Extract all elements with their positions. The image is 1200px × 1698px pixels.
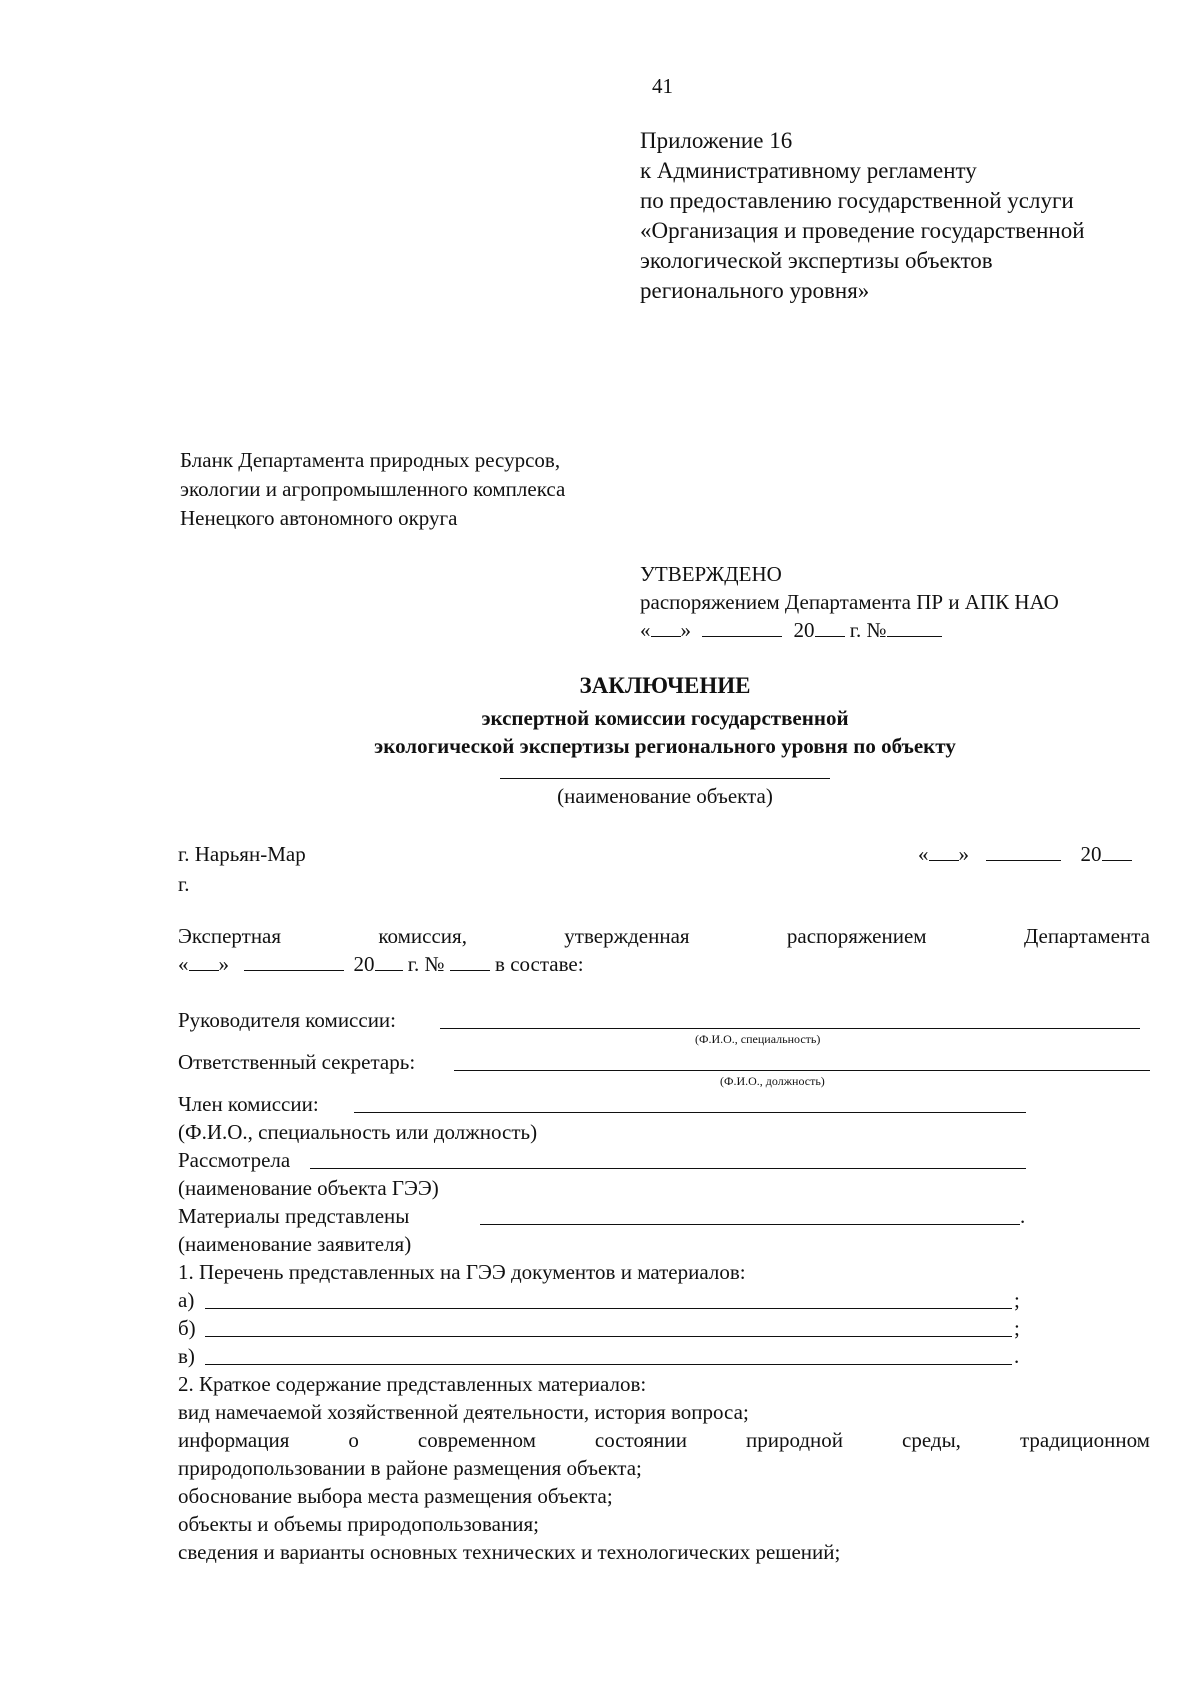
page-number: 41 [652,74,673,98]
quote-open: « [640,618,651,642]
approval-title: УТВЕРЖДЕНО [640,562,782,586]
month-blank[interactable] [244,969,344,971]
day-blank[interactable] [651,635,681,637]
section2-line: объекты и объемы природопользования; [178,1512,539,1536]
quote-open: « [918,842,929,866]
city-suffix: г. [178,872,190,896]
quote-close: » [680,618,691,642]
quote-open: « [178,952,189,976]
appendix-line: к Административному регламенту [640,158,977,183]
commission-word: утвержденная [564,924,690,948]
list-item-input-line[interactable] [205,1364,1012,1365]
object-name-blank[interactable] [500,778,830,779]
place-date [918,842,1132,866]
commission-word: Департамента [1023,924,1150,948]
commission-word: комиссия, [378,924,467,948]
letterhead-line: экологии и агропромышленного комплекса [180,477,566,501]
head-input-line[interactable] [440,1028,1140,1029]
heading-line: экспертной комиссии государственной [481,706,849,730]
list-item-label: в) [178,1344,195,1368]
section2-justified-line [178,1428,1150,1452]
reviewed-label: Рассмотрела [178,1148,291,1172]
list-item-label: а) [178,1288,195,1312]
materials-end: . [1020,1204,1026,1228]
commission-date [178,952,584,976]
heading-line: экологической экспертизы регионального уровня по объекту [374,734,956,758]
commission-tail: в составе: [495,952,584,976]
document-title: ЗАКЛЮЧЕНИЕ [579,673,751,698]
appendix-line: по предоставлению государственной услуги [640,188,1074,213]
section2-line: обоснование выбора места размещения объекта; [178,1484,613,1508]
section2-word: о [348,1428,359,1452]
section2-word: традиционном [1019,1428,1150,1452]
approval-date [640,618,942,642]
commission-line [178,924,1150,948]
number-blank[interactable] [450,969,490,971]
section1-title: 1. Перечень представленных на ГЭЭ документов и материалов: [178,1260,746,1284]
head-caption: (Ф.И.О., специальность) [695,1032,821,1046]
list-item-label: б) [178,1316,196,1340]
section2-line: вид намечаемой хозяйственной деятельности, история вопроса; [178,1400,749,1424]
year-blank[interactable] [1102,859,1132,861]
month-blank[interactable] [702,635,782,637]
appendix-line: регионального уровня» [640,278,870,303]
member-caption: (Ф.И.О., специальность или должность) [178,1120,538,1144]
section2-word: состоянии [594,1428,687,1452]
materials-input-line[interactable] [480,1224,1020,1225]
appendix-line: Приложение 16 [640,128,793,153]
year-blank[interactable] [815,635,845,637]
head-label: Руководителя комиссии: [178,1008,397,1032]
list-item-input-line[interactable] [205,1308,1012,1309]
materials-caption: (наименование заявителя) [178,1232,412,1256]
list-item-input-line[interactable] [205,1336,1012,1337]
year-prefix: 20 [793,618,815,642]
list-item-end: ; [1014,1316,1020,1340]
appendix-line: «Организация и проведение государственной [640,218,1085,243]
section2-line: природопользовании в районе размещения объекта; [178,1456,642,1480]
letterhead-line: Бланк Департамента природных ресурсов, [180,448,561,472]
list-item-end: ; [1014,1288,1020,1312]
secretary-input-line[interactable] [454,1070,1150,1071]
number-blank[interactable] [887,635,942,637]
number-label: г. № [849,618,887,642]
year-prefix: 20 [1080,842,1102,866]
year-prefix: 20 [353,952,375,976]
list-item-end: . [1014,1344,1020,1368]
member-input-line[interactable] [354,1112,1026,1113]
section2-word: информация [178,1428,290,1452]
appendix-line: экологической экспертизы объектов [640,248,993,273]
section2-title: 2. Краткое содержание представленных материалов: [178,1372,647,1396]
commission-word: Экспертная [178,924,282,948]
section2-line: сведения и варианты основных технических и технологических решений; [178,1540,841,1564]
city-name: г. Нарьян-Мар [178,842,306,866]
section2-word: современном [417,1428,536,1452]
section2-word: природной [745,1428,844,1452]
day-blank[interactable] [929,859,959,861]
member-label: Член комиссии: [178,1092,319,1116]
secretary-label: Ответственный секретарь: [178,1050,416,1074]
reviewed-input-line[interactable] [310,1168,1026,1169]
section2-word: среды, [902,1428,961,1452]
reviewed-caption: (наименование объекта ГЭЭ) [178,1176,439,1200]
materials-label: Материалы представлены [178,1204,410,1228]
day-blank[interactable] [189,969,219,971]
secretary-caption: (Ф.И.О., должность) [720,1074,825,1088]
quote-close: » [218,952,229,976]
commission-word: распоряжением [786,924,927,948]
approval-line: распоряжением Департамента ПР и АПК НАО [640,590,1059,614]
object-caption: (наименование объекта) [557,784,773,808]
letterhead-line: Ненецкого автономного округа [180,506,458,530]
number-label: г. № [407,952,445,976]
year-blank[interactable] [375,969,403,971]
quote-close: » [958,842,969,866]
month-blank[interactable] [986,859,1061,861]
